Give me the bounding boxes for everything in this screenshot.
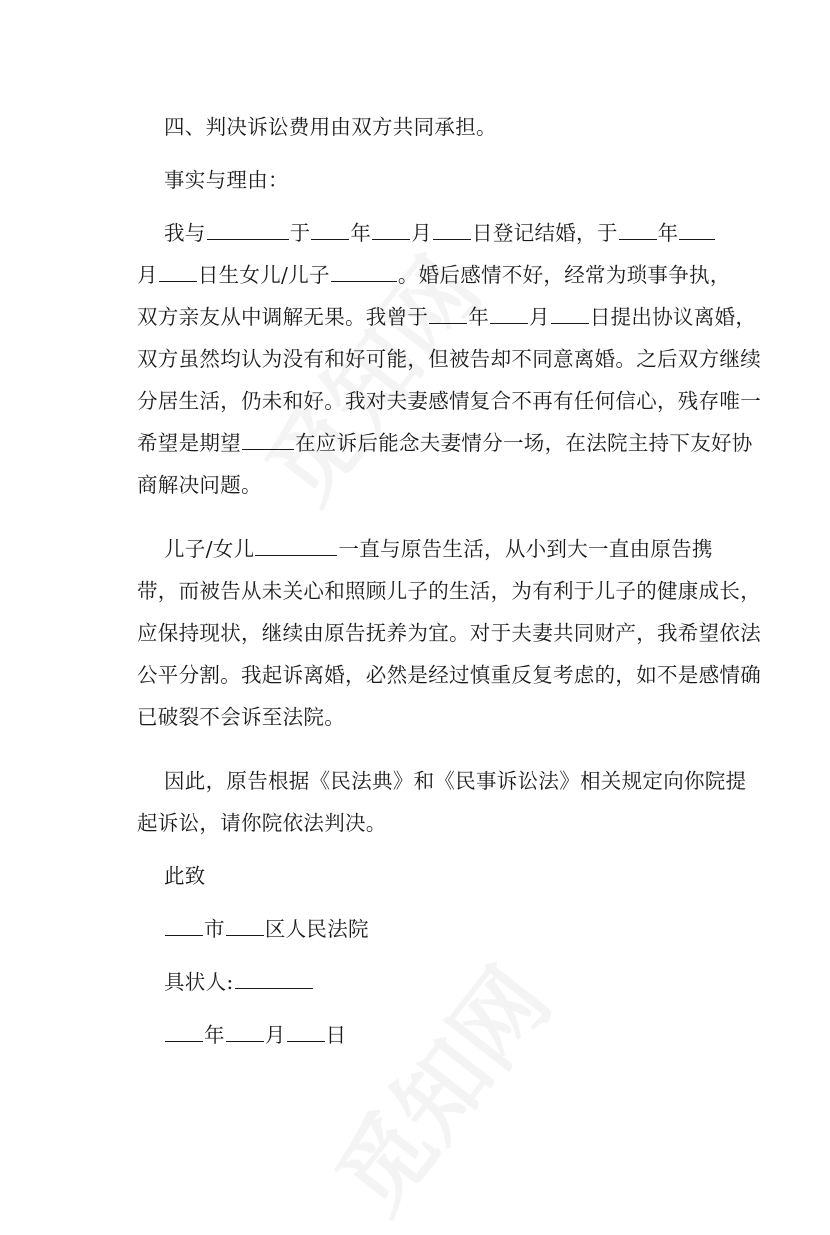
blank-field[interactable] [619, 221, 657, 240]
text: 年 [468, 305, 490, 329]
blank-field[interactable] [235, 970, 313, 989]
text: 因此，原告根据《民法典》和《民事诉讼法》相关规定向你院提 [164, 769, 747, 793]
text: 。婚后感情不好，经常为琐事争执， [397, 263, 731, 287]
text: 日登记结婚，于 [472, 221, 618, 245]
text: 月 [137, 263, 158, 287]
text: 我与 [164, 221, 206, 245]
date-line [164, 1021, 734, 1049]
blank-field[interactable] [372, 221, 410, 240]
text: 双方亲友从中调解无果。我曾于 [137, 305, 429, 329]
text: 儿子/女儿 [164, 537, 255, 561]
salutation [164, 862, 734, 890]
text: 具状人: [164, 970, 234, 994]
text: 四、判决诉讼费用由双方共同承担。 [164, 115, 497, 139]
blank-field[interactable] [311, 221, 349, 240]
text: 月 [411, 221, 433, 245]
text: 月 [264, 1023, 286, 1047]
text: 在应诉后能念夫妻情分一场，在法院主持下友好协 [295, 431, 753, 455]
paragraph-marriage-line-6 [137, 429, 753, 457]
paragraph-marriage-line-2 [137, 261, 731, 289]
text: 日生女儿/儿子 [197, 263, 330, 287]
blank-field[interactable] [159, 263, 197, 282]
paragraph-custody-line-2 [137, 577, 761, 605]
text: 双方虽然均认为没有和好可能，但被告却不同意离婚。之后双方继续 [137, 347, 761, 371]
paragraph-custody-line-1 [164, 535, 734, 563]
paragraph-custody-line-3 [137, 619, 761, 647]
paragraph-marriage-line-1 [164, 219, 734, 247]
blank-field[interactable] [165, 1023, 203, 1042]
text: 一直与原告生活，从小到大一直由原告携 [338, 537, 713, 561]
text: 希望是期望 [137, 431, 241, 455]
text: 此致 [164, 864, 206, 888]
text: 年 [350, 221, 372, 245]
blank-field[interactable] [331, 263, 397, 282]
court-address [164, 915, 734, 943]
text: 月 [529, 305, 550, 329]
text: 商解决问题。 [137, 473, 262, 497]
blank-field[interactable] [255, 537, 337, 556]
blank-field[interactable] [226, 1023, 264, 1042]
section-heading-facts [164, 166, 734, 194]
blank-field[interactable] [165, 917, 203, 936]
paragraph-claim-4 [164, 113, 734, 141]
text: 日提出协议离婚， [589, 305, 757, 329]
blank-field[interactable] [242, 431, 294, 450]
blank-field[interactable] [207, 221, 289, 240]
blank-field[interactable] [433, 221, 471, 240]
text: 市 [204, 917, 225, 941]
paragraph-marriage-line-5 [137, 387, 761, 415]
blank-field[interactable] [287, 1023, 325, 1042]
blank-field[interactable] [429, 305, 467, 324]
signer-line [164, 968, 734, 996]
blank-field[interactable] [679, 221, 715, 240]
text: 事实与理由： [164, 168, 289, 192]
paragraph-conclusion-line-1 [164, 767, 747, 795]
blank-field[interactable] [226, 917, 264, 936]
text: 公平分割。我起诉离婚，必然是经过慎重反复考虑的，如不是感情确 [137, 663, 761, 687]
text: 起诉讼，请你院依法判决。 [137, 811, 387, 835]
blank-field[interactable] [490, 305, 528, 324]
text: 区人民法院 [264, 917, 369, 941]
paragraph-conclusion-line-2 [137, 809, 707, 837]
text: 于 [289, 221, 311, 245]
paragraph-marriage-line-7 [137, 471, 707, 499]
blank-field[interactable] [551, 305, 589, 324]
text: 应保持现状，继续由原告抚养为宜。对于夫妻共同财产，我希望依法 [137, 621, 761, 645]
text: 年 [204, 1023, 225, 1047]
paragraph-marriage-line-4 [137, 345, 761, 373]
text: 分居生活，仍未和好。我对夫妻感情复合不再有任何信心，残存唯一 [137, 389, 761, 413]
text: 日 [325, 1023, 347, 1047]
text: 已破裂不会诉至法院。 [137, 705, 345, 729]
paragraph-custody-line-4 [137, 661, 761, 689]
paragraph-custody-line-5 [137, 703, 707, 731]
paragraph-marriage-line-3 [137, 303, 757, 331]
text: 带，而被告从未关心和照顾儿子的生活，为有利于儿子的健康成长， [137, 579, 761, 603]
text: 年 [657, 221, 679, 245]
